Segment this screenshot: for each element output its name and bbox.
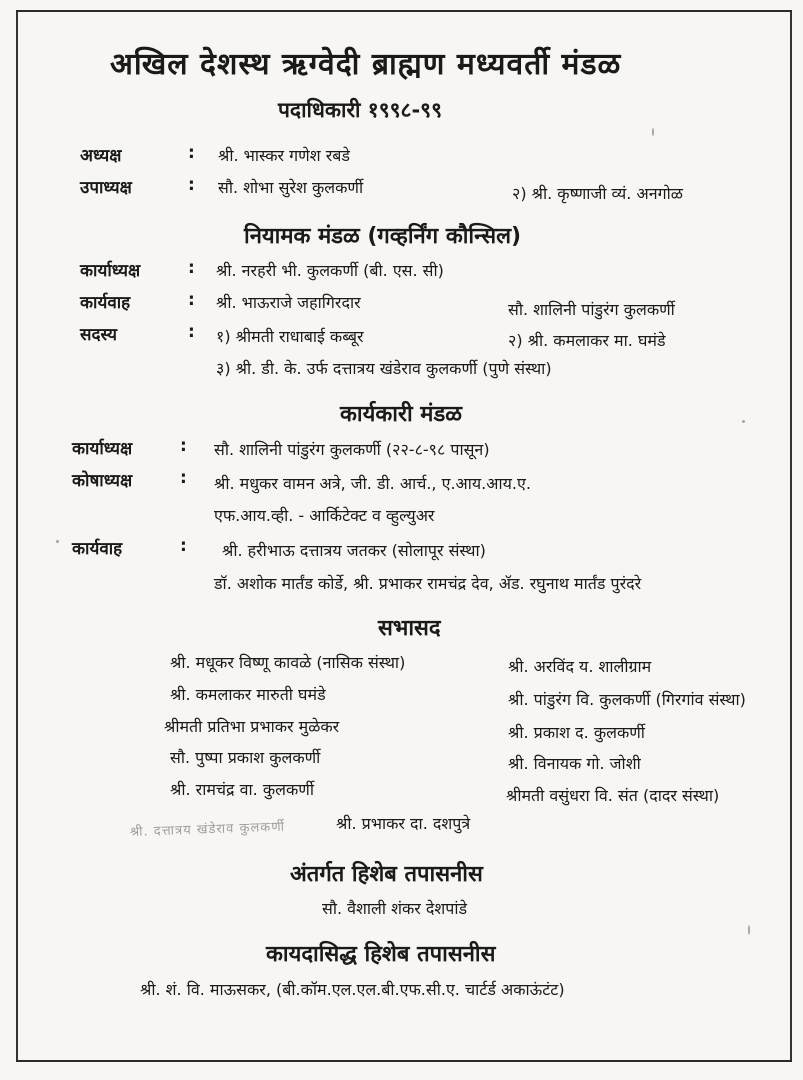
colon: : xyxy=(180,536,187,556)
statutory-auditor-name: श्री. शं. वि. माऊसकर, (बी.कॉम.एल.एल.बी.एफ.सी.ए. चार्टर्ड अकाऊंटंट) xyxy=(140,980,565,999)
scan-speck xyxy=(652,128,654,136)
internal-auditor-heading: अंतर्गत हिशेब तपासनीस xyxy=(290,862,483,887)
scan-speck xyxy=(56,540,59,543)
gc-members-label: सदस्य xyxy=(80,325,117,345)
colon: : xyxy=(180,436,187,456)
vice-president-2: २) श्री. कृष्णाजी व्यं. अनगोळ xyxy=(512,184,683,203)
governing-council-heading: नियामक मंडळ (गव्हर्निंग कौन्सिल) xyxy=(244,224,522,249)
gc-member-2: २) श्री. कमलाकर मा. घमंडे xyxy=(508,331,666,350)
faded-stamp: श्री. दत्तात्रय खंडेराव कुलकर्णी xyxy=(129,819,286,841)
member-right-5: श्रीमती वसुंधरा वि. संत (दादर संस्था) xyxy=(506,786,720,805)
ec-chairman-name: सौ. शालिनी पांडुरंग कुलकर्णी (२२-८-९८ पासून) xyxy=(214,440,490,459)
member-right-3: श्री. प्रकाश द. कुलकर्णी xyxy=(508,723,645,742)
colon: : xyxy=(188,258,195,278)
ec-treasurer-qualification: एफ.आय.व्ही. - आर्किटेक्ट व व्हुल्युअर xyxy=(214,506,435,525)
gc-chairman-name: श्री. नरहरी भी. कुलकर्णी (बी. एस. सी) xyxy=(216,261,444,280)
bottom-rule xyxy=(16,1060,792,1062)
colon: : xyxy=(180,468,187,488)
gc-secretary-2: सौ. शालिनी पांडुरंग कुलकर्णी xyxy=(508,300,675,319)
member-right-2: श्री. पांडुरंग वि. कुलकर्णी (गिरगांव संस्था) xyxy=(508,690,746,709)
member-right-1: श्री. अरविंद य. शालीग्राम xyxy=(508,657,652,676)
colon: : xyxy=(188,290,195,310)
ec-secretaries-others: डॉ. अशोक मार्तंड कोर्डे, श्री. प्रभाकर रामचंद्र देव, ॲड. रघुनाथ मार्तंड पुरंदरे xyxy=(214,574,642,593)
president-label: अध्यक्ष xyxy=(80,146,122,166)
internal-auditor-name: सौ. वैशाली शंकर देशपांडे xyxy=(322,899,468,918)
colon: : xyxy=(188,322,195,342)
ec-treasurer-name: श्री. मधुकर वामन अत्रे, जी. डी. आर्च., ए.आय.आय.ए. xyxy=(214,474,531,493)
member-left-4: सौ. पुष्पा प्रकाश कुलकर्णी xyxy=(170,748,321,767)
ec-secretary-label: कार्यवाह xyxy=(72,539,123,559)
gc-secretary-1: श्री. भाऊराजे जहागिरदार xyxy=(216,293,361,312)
page-title: अखिल देशस्थ ऋग्वेदी ब्राह्मण मध्यवर्ती मंडळ xyxy=(110,47,622,82)
vice-president-1: सौ. शोभा सुरेश कुलकर्णी xyxy=(218,178,364,197)
member-left-1: श्री. मधूकर विष्णू कावळे (नासिक संस्था) xyxy=(170,653,406,672)
gc-member-1: १) श्रीमती राधाबाई कब्बूर xyxy=(216,327,364,346)
statutory-auditor-heading: कायदासिद्ध हिशेब तपासनीस xyxy=(266,942,496,967)
ec-secretary-name: श्री. हरीभाऊ दत्तात्रय जतकर (सोलापूर संस्था) xyxy=(222,541,486,560)
colon: : xyxy=(188,143,195,163)
member-left-2: श्री. कमलाकर मारुती घमंडे xyxy=(170,685,326,704)
top-rule xyxy=(16,10,792,12)
gc-member-3: ३) श्री. डी. के. उर्फ दत्तात्रय खंडेराव कुलकर्णी (पुणे संस्था) xyxy=(216,359,552,378)
member-left-5: श्री. रामचंद्र वा. कुलकर्णी xyxy=(170,780,314,799)
member-last: श्री. प्रभाकर दा. दशपुत्रे xyxy=(336,814,471,833)
ec-treasurer-label: कोषाध्यक्ष xyxy=(72,471,133,491)
gc-secretary-label: कार्यवाह xyxy=(80,293,131,313)
scan-speck xyxy=(748,925,750,935)
members-heading: सभासद xyxy=(378,616,441,641)
member-right-4: श्री. विनायक गो. जोशी xyxy=(508,754,641,773)
scan-speck xyxy=(742,420,745,423)
gc-chairman-label: कार्याध्यक्ष xyxy=(80,261,141,281)
executive-council-heading: कार्यकारी मंडळ xyxy=(340,402,462,427)
colon: : xyxy=(188,175,195,195)
vice-president-label: उपाध्यक्ष xyxy=(80,178,132,198)
member-left-3: श्रीमती प्रतिभा प्रभाकर मुळेकर xyxy=(164,717,340,736)
office-bearers-heading: पदाधिकारी १९९८-९९ xyxy=(278,98,443,122)
ec-chairman-label: कार्याध्यक्ष xyxy=(72,439,133,459)
president-name: श्री. भास्कर गणेश रबडे xyxy=(218,146,350,165)
